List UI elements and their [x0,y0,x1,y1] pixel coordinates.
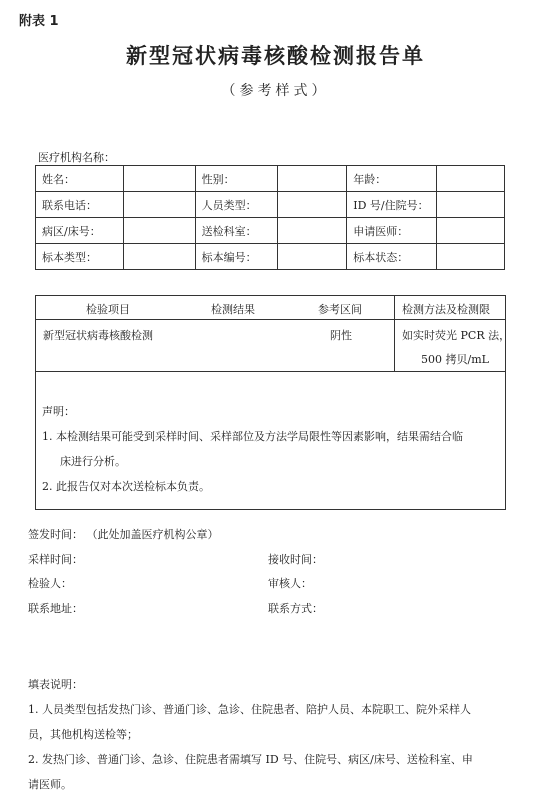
tester-label: 检验人： [28,577,72,590]
fill-notes-label: 填表说明： [28,678,83,691]
specimen-number-value[interactable] [277,244,347,270]
statement-label: 声明： [42,405,75,418]
address-label: 联系地址： [28,602,83,615]
table-row [36,166,505,192]
specimen-type-value[interactable] [123,244,195,270]
statement-1-line-1: 1. 本检测结果可能受到采样时间、采样部位及方法学局限性等因素影响，结果需结合临 [42,430,463,443]
fill-note-2-line-1: 2. 发热门诊、普通门诊、急诊、住院患者需填写 ID 号、住院号、病区/床号、送检科室、申 [28,753,473,766]
header-method: 检测方法及检测限 [402,303,490,316]
page-title: 新型冠状病毒核酸检测报告单 [126,44,425,68]
age-value[interactable] [437,166,505,192]
specimen-type-label: 标本类型： [36,244,124,270]
name-value[interactable] [123,166,195,192]
ward-bed-value[interactable] [123,218,195,244]
id-number-label: ID 号/住院号： [347,192,437,218]
specimen-number-label: 标本编号： [195,244,277,270]
gender-label: 性别： [195,166,277,192]
person-type-value[interactable] [277,192,347,218]
issue-time-label: 签发时间： （此处加盖医疗机构公章） [28,528,219,541]
table-row [36,218,505,244]
specimen-status-value[interactable] [437,244,505,270]
header-test-result: 检测结果 [211,303,255,316]
contact-label: 联系方式： [268,602,323,615]
id-number-value[interactable] [437,192,505,218]
method-column-divider [394,296,395,371]
reviewer-label: 审核人： [268,577,312,590]
test-item-value: 新型冠状病毒核酸检测 [43,329,153,342]
gender-value[interactable] [277,166,347,192]
sample-time-label: 采样时间： [28,553,83,566]
page-subtitle: （参考样式） [221,83,330,99]
statement-1-line-2: 床进行分析。 [60,455,126,468]
receive-time-label: 接收时间： [268,553,323,566]
phone-value[interactable] [123,192,195,218]
appendix-label: 附表 1 [19,14,59,29]
dept-value[interactable] [277,218,347,244]
header-test-item: 检验项目 [86,303,130,316]
method-line-1: 如实时荧光 PCR 法， [402,329,511,342]
age-label: 年龄： [347,166,437,192]
dept-label: 送检科室： [195,218,277,244]
results-section [35,295,511,510]
method-line-2: 500 拷贝/mL [421,353,489,366]
table-row [36,192,505,218]
results-header-divider [36,319,505,320]
specimen-status-label: 标本状态： [347,244,437,270]
phone-label: 联系电话： [36,192,124,218]
institution-name-label: 医疗机构名称： [38,151,115,164]
header-reference-range: 参考区间 [318,303,362,316]
physician-label: 申请医师： [347,218,437,244]
physician-value[interactable] [437,218,505,244]
fill-note-1-line-2: 员，其他机构送检等； [28,728,138,741]
results-body-divider [36,371,505,372]
patient-info-table [35,165,505,270]
ward-bed-label: 病区/床号： [36,218,124,244]
person-type-label: 人员类型： [195,192,277,218]
name-label: 姓名： [36,166,124,192]
fill-note-1-line-1: 1. 人员类型包括发热门诊、普通门诊、急诊、住院患者、陪护人员、本院职工、院外采样人 [28,703,471,716]
fill-note-2-line-2: 请医师。 [28,778,72,791]
statement-2: 2. 此报告仅对本次送检标本负责。 [42,480,210,493]
table-row [36,244,505,270]
reference-value: 阴性 [330,329,352,342]
